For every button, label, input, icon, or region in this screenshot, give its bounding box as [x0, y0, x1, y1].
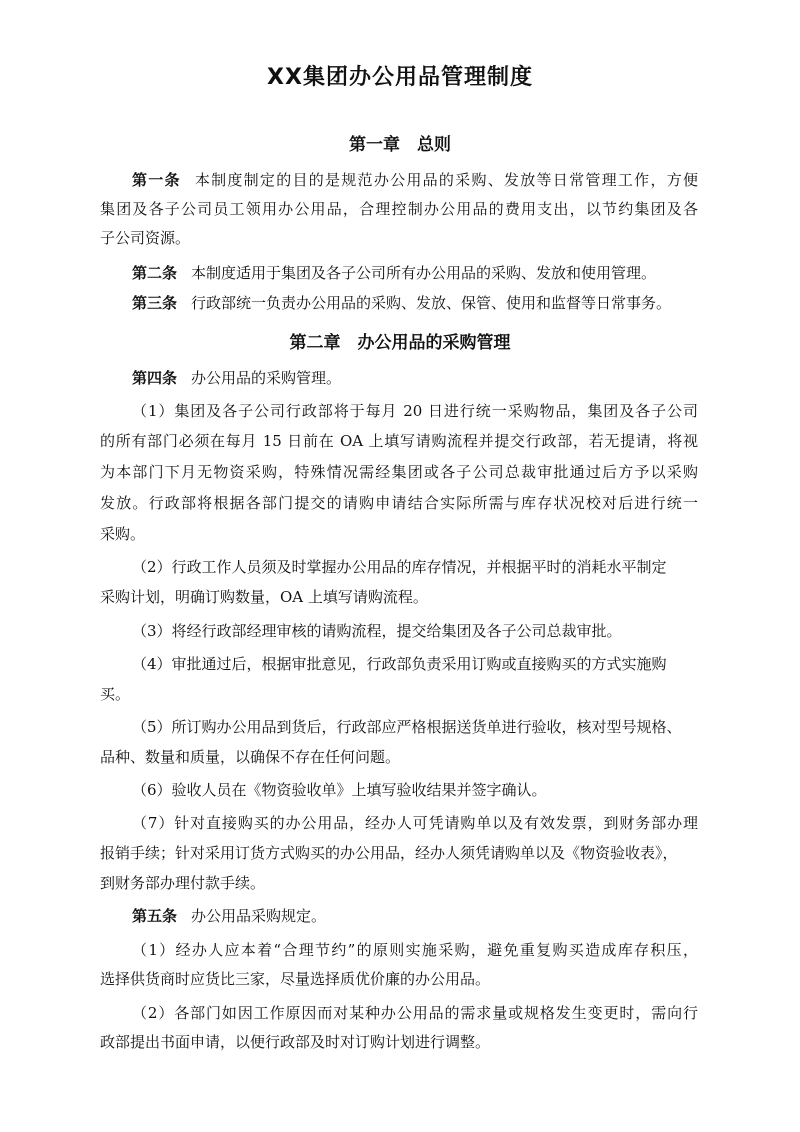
article-line: [132, 170, 698, 190]
item-line: 采购计划，明确订购数量，OA 上填写请购流程。: [100, 588, 428, 606]
article-label: 第五条: [132, 907, 178, 925]
item-line: 的所有部门必须在每月 15 日前在 OA 上填写请购流程并提交行政部，若无提请，将视: [100, 432, 698, 450]
item-line: （2）各部门如因工作原因而对某种办公用品的需求量或规格发生变更时，需向行: [132, 1004, 698, 1022]
item-line: 品种、数量和质量，以确保不存在任何问题。: [100, 748, 401, 766]
item-line: （1）经办人应本着“合理节约”的原则实施采购，避免重复购买造成库存积压，: [132, 941, 698, 959]
item-line: 发放。行政部将根据各部门提交的请购申请结合实际所需与库存状况校对后进行统一: [100, 494, 698, 512]
item-line: 为本部门下月无物资采购，特殊情况需经集团或各子公司总裁审批通过后方予以采购: [100, 463, 698, 481]
item-line: （2）行政工作人员须及时掌握办公用品的库存情况，并根据平时的消耗水平制定: [132, 558, 667, 576]
article-label: 第三条: [132, 294, 178, 312]
article-text: 本制度适用于集团及各子公司所有办公用品的采购、发放和使用管理。: [191, 264, 657, 282]
item-line: （7）针对直接购买的办公用品，经办人可凭请购单以及有效发票，到财务部办理: [132, 814, 698, 832]
item-line: （3）将经行政部经理审核的请购流程，提交给集团及各子公司总裁审批。: [132, 622, 622, 640]
chapter-heading: 第一章 总则: [349, 135, 451, 155]
item-line: （1）集团及各子公司行政部将于每月 20 日进行统一采购物品，集团及各子公司: [132, 402, 698, 420]
article-text: 办公用品的采购管理。: [191, 369, 342, 387]
article-text: 行政部统一负责办公用品的采购、发放、保管、使用和监督等日常事务。: [191, 294, 672, 312]
article-line: 子公司资源。: [100, 229, 191, 247]
article-text: 本制度制定的目的是规范办公用品的采购、发放等日常管理工作，方便: [194, 171, 698, 189]
article-label: 第四条: [132, 369, 178, 387]
article-label: 第一条: [132, 171, 181, 189]
article-line: [132, 906, 326, 926]
document-title: XX集团办公用品管理制度: [267, 65, 533, 90]
item-line: （4）审批通过后，根据审批意见，行政部负责采用订购或直接购买的方式实施购: [132, 655, 667, 673]
chapter-heading: 第二章 办公用品的采购管理: [289, 333, 511, 353]
article-line: [132, 368, 341, 388]
item-line: 采购。: [100, 525, 146, 543]
item-line: 政部提出书面申请，以便行政部及时对订购计划进行调整。: [100, 1033, 491, 1051]
item-line: 选择供货商时应货比三家，尽量选择质优价廉的办公用品。: [100, 970, 491, 988]
article-line: 集团及各子公司员工领用办公用品，合理控制办公用品的费用支出，以节约集团及各: [100, 200, 698, 218]
item-line: （6）验收人员在《物资验收单》上填写验收结果并签字确认。: [132, 781, 547, 799]
item-line: （5）所订购办公用品到货后，行政部应严格根据送货单进行验收，核对型号规格、: [132, 718, 682, 736]
article-line: [132, 263, 656, 283]
item-line: 买。: [100, 685, 131, 703]
item-line: 到财务部办理付款手续。: [100, 874, 266, 892]
article-label: 第二条: [132, 264, 178, 282]
article-line: [132, 293, 671, 313]
article-text: 办公用品采购规定。: [191, 907, 327, 925]
item-line: 报销手续；针对采用订货方式购买的办公用品，经办人须凭请购单以及《物资验收表》，: [100, 844, 678, 862]
